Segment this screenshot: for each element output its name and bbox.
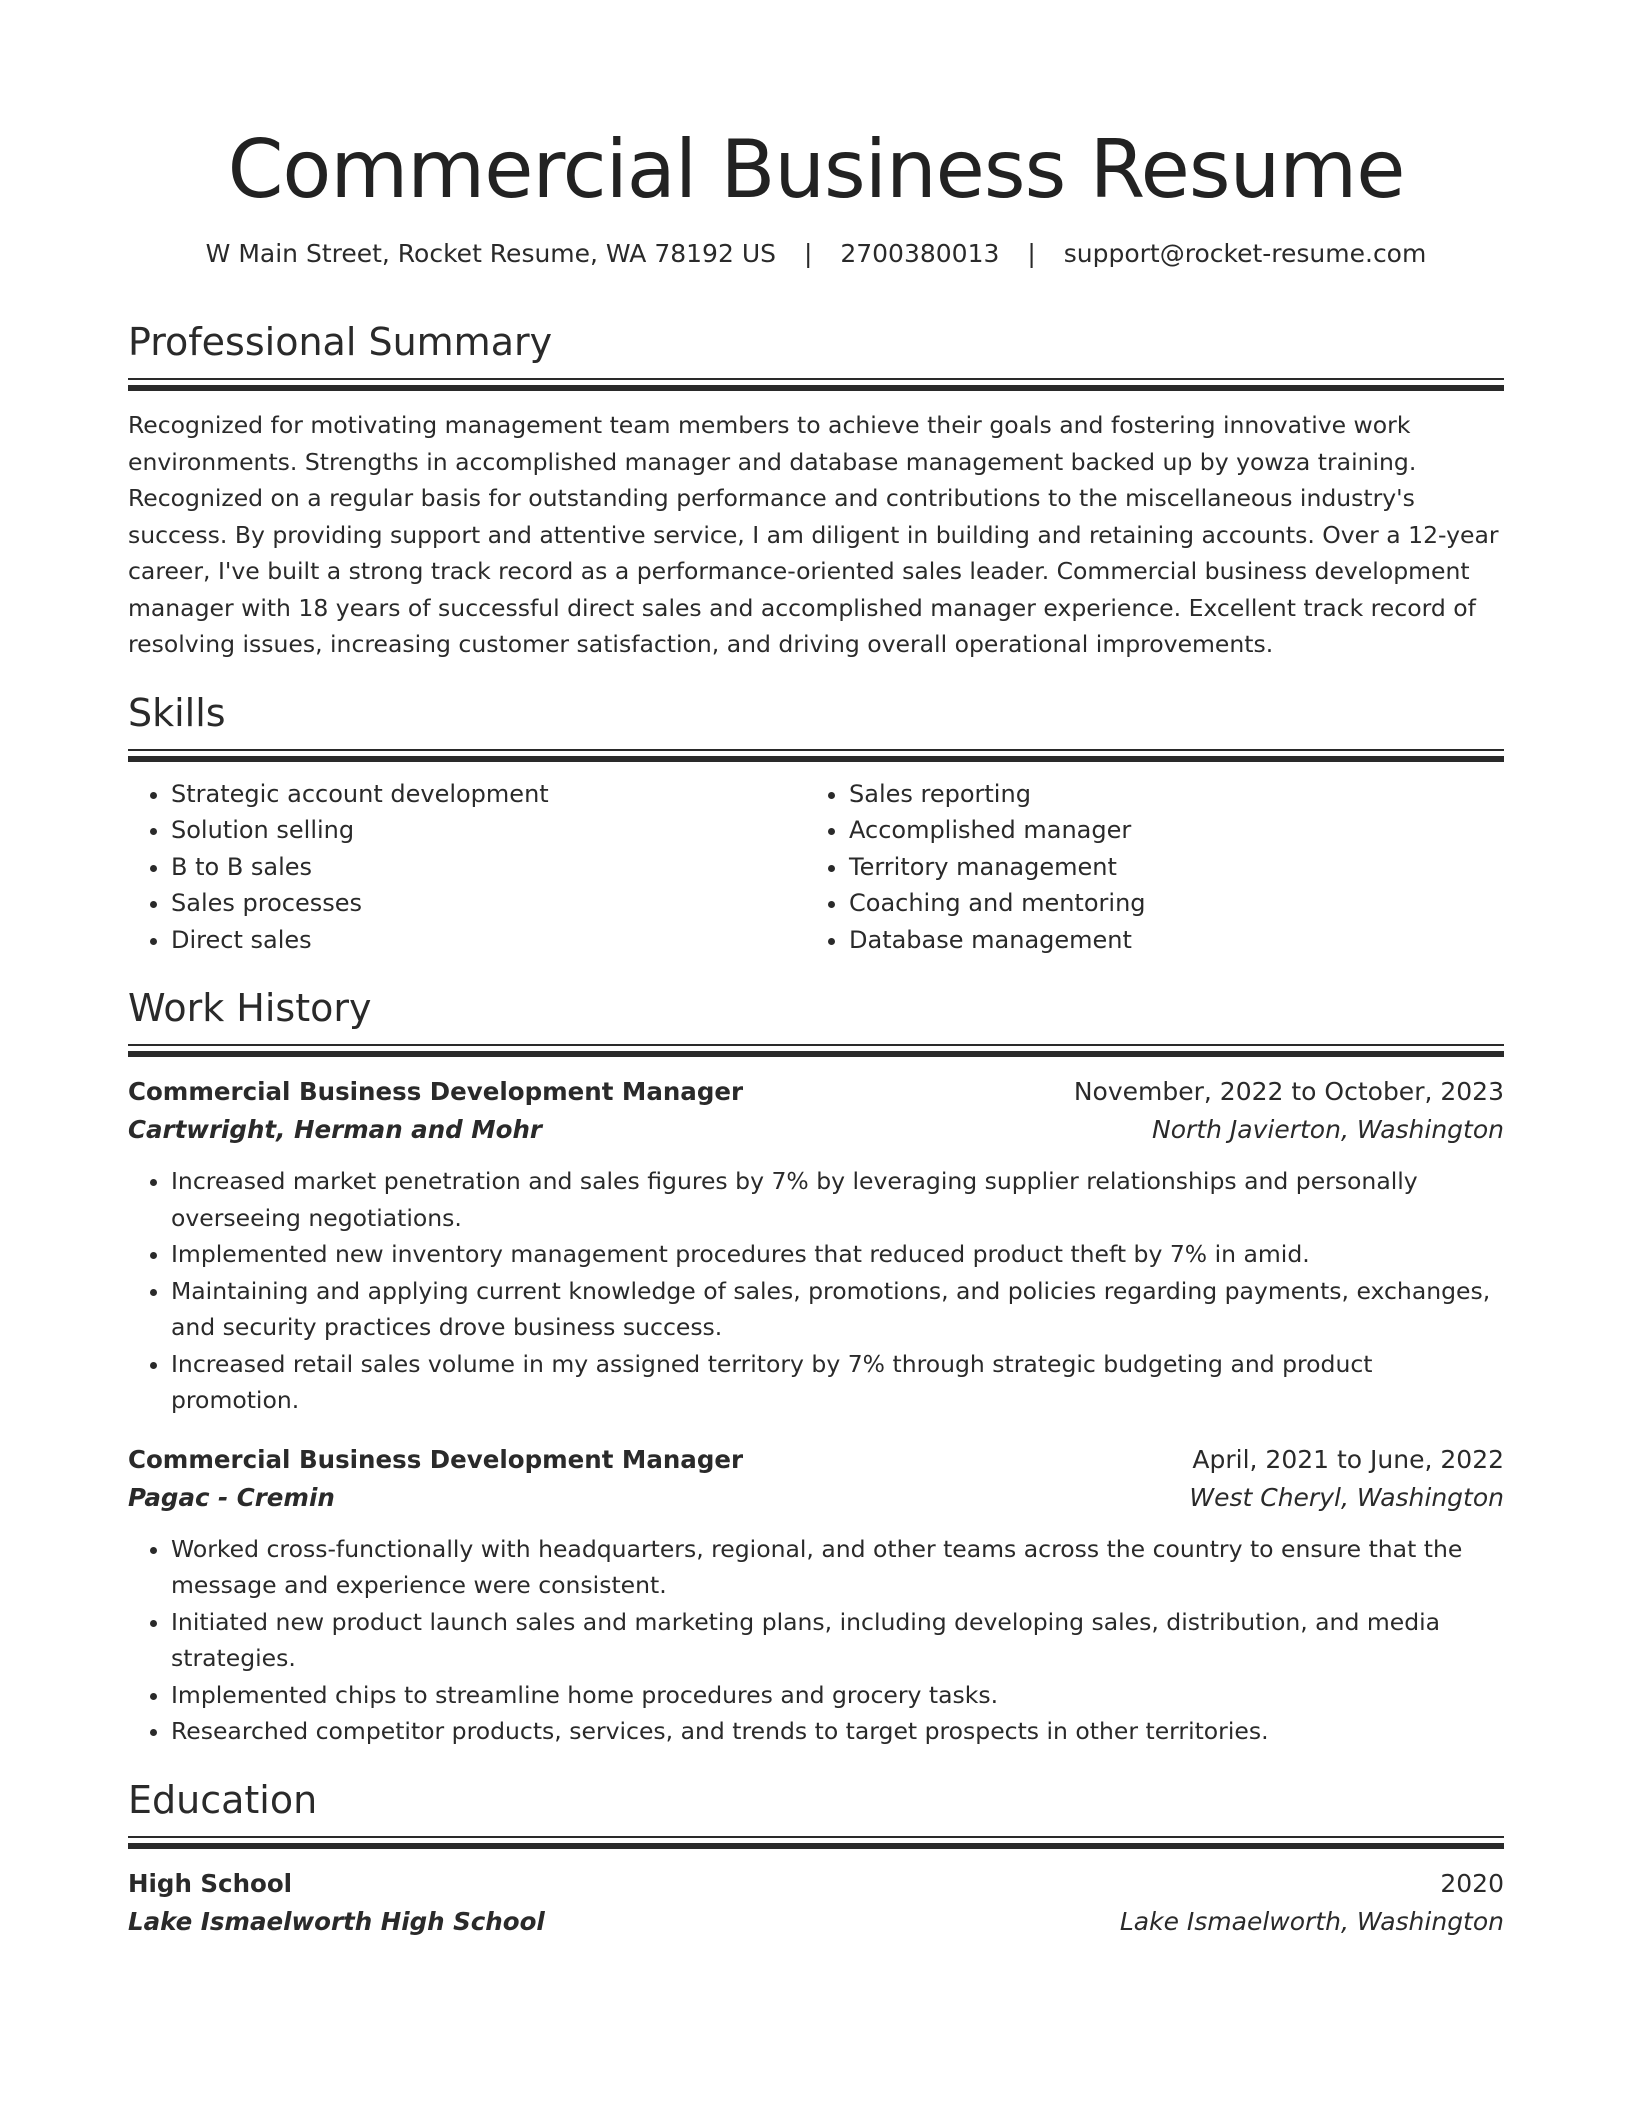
job-bullet: • Increased retail sales volume in my assigned territory by 7% through strategic budgeting and product promotion. — [171, 1346, 1504, 1419]
job-subheader — [128, 1479, 1504, 1517]
job-location: North Javierton, Washington — [1152, 1115, 1504, 1144]
skill-item: • Territory management — [849, 849, 1484, 886]
skill-item: • Accomplished manager — [849, 812, 1484, 849]
resume-name: Commercial Business Resume — [227, 123, 1405, 216]
skill-item: • Sales processes — [171, 885, 806, 922]
skills-column-left — [128, 776, 806, 959]
job-entry — [128, 1073, 1504, 1419]
job-company: Cartwright, Herman and Mohr — [128, 1115, 542, 1144]
job-bullets — [128, 1531, 1504, 1750]
education-entry — [128, 1865, 1504, 1941]
skills-section — [128, 689, 1504, 959]
job-dates: November, 2022 to October, 2023 — [1073, 1077, 1504, 1106]
section-title: Professional Summary — [128, 320, 553, 364]
skills-list — [128, 776, 1504, 959]
job-bullet: • Worked cross-functionally with headquarters, regional, and other teams across the country to ensure that the message and experience were consistent. — [171, 1531, 1504, 1604]
section-divider — [128, 1836, 1504, 1851]
education-subheader — [128, 1903, 1504, 1941]
summary-text: Recognized for motivating management team members to achieve their goals and fostering innovative work environments. Strengths in accomplished manager and database management backed up by yowza training. Recognized on a regular basis for outstanding performance and contributions to the miscellaneous industry's success. By providing support and attentive service, I am diligent in building and retaining accounts. Over a 12-year career, I've built a strong track record as a performance-oriented sales leader. Commercial business development manager with 18 years of successful direct sales and accomplished manager experience. Excellent track record of resolving issues, increasing customer satisfaction, and driving overall operational improvements. — [128, 411, 1499, 658]
contact-address: W Main Street, Rocket Resume, WA 78192 US — [205, 239, 776, 268]
contact-separator: | — [803, 239, 813, 268]
job-bullet: • Increased market penetration and sales figures by 7% by leveraging supplier relationships and personally overseeing negotiations. — [171, 1163, 1504, 1236]
education-section — [128, 1776, 1504, 1941]
job-dates: April, 2021 to June, 2022 — [1192, 1444, 1504, 1474]
contact-email: support@rocket-resume.com — [1063, 239, 1427, 268]
skill-item: • Strategic account development — [171, 776, 806, 813]
job-bullet: • Initiated new product launch sales and marketing plans, including developing sales, distribution, and media strategies. — [171, 1604, 1504, 1677]
section-title: Education — [128, 1777, 318, 1822]
resume-page — [128, 0, 1504, 1941]
section-divider — [128, 1044, 1504, 1059]
job-subheader — [128, 1111, 1504, 1149]
job-bullet: • Implemented chips to streamline home procedures and grocery tasks. — [171, 1677, 1504, 1714]
job-location: West Cheryl, Washington — [1189, 1482, 1504, 1512]
skills-column-right — [806, 776, 1484, 959]
job-title: Commercial Business Development Manager — [128, 1077, 744, 1106]
job-bullets — [128, 1163, 1504, 1419]
skill-item: • Coaching and mentoring — [849, 885, 1484, 922]
section-title: Work History — [128, 986, 372, 1030]
education-school: Lake Ismaelworth High School — [128, 1906, 545, 1936]
job-title: Commercial Business Development Manager — [128, 1444, 744, 1474]
education-location: Lake Ismaelworth, Washington — [1119, 1906, 1504, 1936]
education-year: 2020 — [1440, 1868, 1504, 1898]
job-bullet: • Implemented new inventory management procedures that reduced product theft by 7% in amid. — [171, 1236, 1504, 1273]
job-header — [128, 1441, 1504, 1479]
skill-item: • Database management — [849, 922, 1484, 959]
job-company: Pagac - Cremin — [128, 1482, 335, 1512]
job-bullet: • Maintaining and applying current knowledge of sales, promotions, and policies regarding payments, exchanges, and security practices drove business success. — [171, 1273, 1504, 1346]
contact-phone: 2700380013 — [840, 239, 1000, 268]
section-divider — [128, 378, 1504, 393]
job-header — [128, 1073, 1504, 1111]
contact-separator: | — [1027, 239, 1036, 268]
skill-item: • Sales reporting — [849, 776, 1484, 813]
education-header — [128, 1865, 1504, 1903]
job-bullet: • Researched competitor products, services, and trends to target prospects in other territories. — [171, 1713, 1504, 1750]
section-divider — [128, 749, 1504, 764]
contact-line — [128, 238, 1504, 270]
job-entry — [128, 1441, 1504, 1750]
education-degree: High School — [128, 1868, 293, 1898]
professional-summary-section — [128, 318, 1504, 663]
section-title: Skills — [128, 690, 226, 735]
work-history-section — [128, 984, 1504, 1750]
skill-item: • Solution selling — [171, 812, 806, 849]
skill-item: • Direct sales — [171, 922, 806, 959]
skill-item: • B to B sales — [171, 849, 806, 886]
